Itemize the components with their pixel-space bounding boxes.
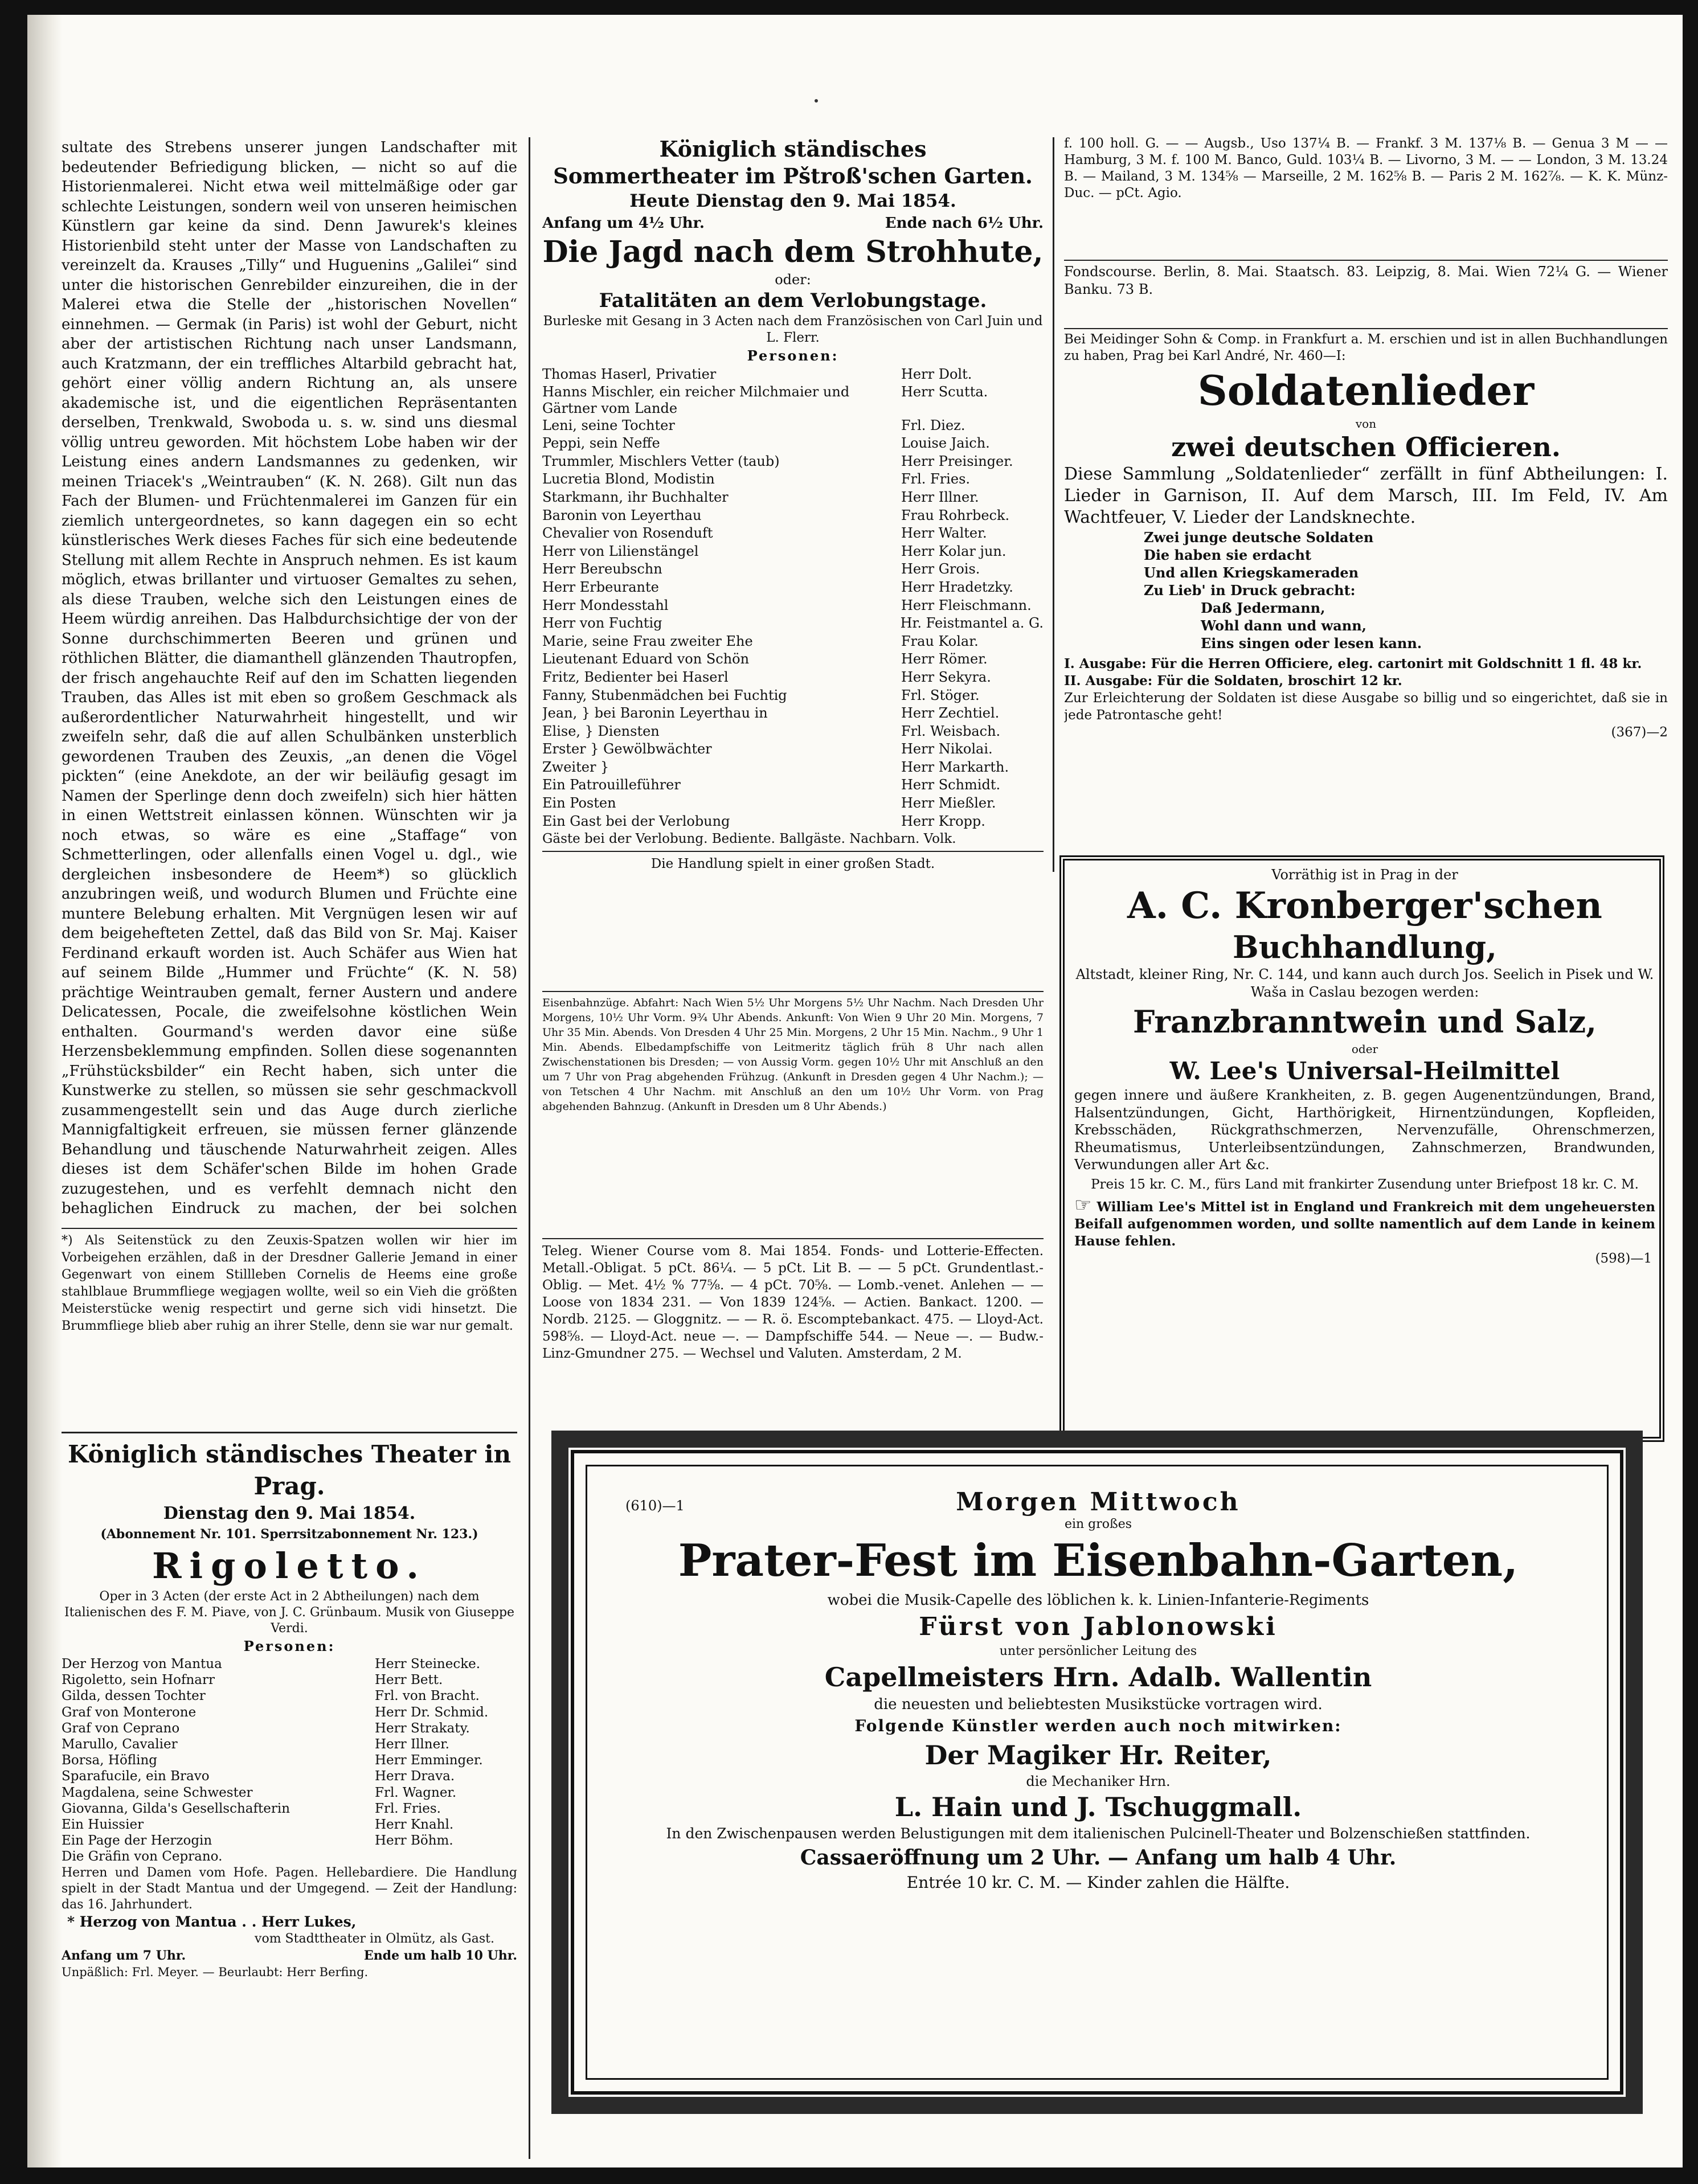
ad1-body: Diese Sammlung „Soldatenlieder“ zerfällt in fünf Abtheilungen: I. Lieder in Garnison, II. Auf dem Marsch, III. Im Feld, IV. Am Wachtfeuer, V. Lieder der Landsknechte. xyxy=(1064,464,1668,527)
opera-end-time: Ende um halb 10 Uhr. xyxy=(363,1948,517,1963)
cast-row: Marullo, Cavalier Herr Illner. xyxy=(62,1737,449,1752)
cast-row: Ein Huissier Herr Knahl. xyxy=(62,1817,454,1833)
prater-header xyxy=(625,1488,1571,1517)
cast-row: Die Gräfin von Ceprano. xyxy=(62,1849,223,1865)
ad2-note-text: William Lee's Mittel ist in England und Frankreich mit dem ungeheuersten Beifall aufgenommen worden, und sollte namentlich auf dem Lande in keinem Hause fehlen. xyxy=(1074,1199,1655,1249)
summer-theater-date: Heute Dienstag den 9. Mai 1854. xyxy=(629,191,956,211)
ad1-poem xyxy=(1064,528,1668,652)
cast-row: Fritz, Bedienter bei Haserl Herr Sekyra. xyxy=(542,669,991,685)
ad1-number: (367)—2 xyxy=(1611,725,1668,740)
summer-start-time: Anfang um 4½ Uhr. xyxy=(542,215,705,232)
cast-row: Sparafucile, ein Bravo Herr Drava. xyxy=(62,1769,455,1784)
prater-regiment: Fürst von Jablonowski xyxy=(919,1612,1278,1641)
ink-dot xyxy=(815,99,818,103)
cast-row: Ein Posten Herr Mießler. xyxy=(542,795,996,812)
ad2-title2: Buchhandlung, xyxy=(1233,929,1497,965)
vienna-courses xyxy=(542,1243,1044,1425)
opera-times xyxy=(62,1947,517,1964)
poem-line: Die haben sie erdacht xyxy=(1144,547,1312,563)
exchange-rates xyxy=(1064,136,1668,255)
cast-row: Chevalier von Rosenduft Herr Walter. xyxy=(542,525,987,542)
theater-date: Dienstag den 9. Mai 1854. xyxy=(163,1503,416,1523)
ad1-von: von xyxy=(1355,417,1377,431)
footnote-rule xyxy=(62,1228,517,1229)
foreign-courses xyxy=(1064,263,1668,326)
ad1-subtitle: zwei deutschen Officieren. xyxy=(1171,432,1561,462)
prater-line1: wobei die Musik-Capelle des löblichen k. k. Linien-Infanterie-Regiments xyxy=(827,1592,1369,1609)
ad1-footer: Zur Erleichterung der Soldaten ist diese Ausgabe so billig und so eingerichtet, daß sie in jede Patrontasche geht! xyxy=(1064,691,1668,723)
ad2-note xyxy=(1074,1193,1655,1250)
prater-line2: unter persönlicher Leitung des xyxy=(999,1644,1197,1658)
ad-prater-fest xyxy=(625,1488,1571,2057)
absence-line: Unpäßlich: Frl. Meyer. — Beurlaubt: Herr Berfing. xyxy=(62,1965,369,1979)
summer-theater-times xyxy=(542,213,1044,233)
cast-row: Graf von Monterone Herr Dr. Schmid. xyxy=(62,1704,489,1720)
prater-times: Cassaeröffnung um 2 Uhr. — Anfang um halb 4 Uhr. xyxy=(800,1846,1397,1870)
ad2-intro: Vorräthig ist in Prag in der xyxy=(1271,867,1458,883)
play-rule xyxy=(542,851,1044,852)
opera-cast-list xyxy=(62,1656,517,1865)
poem-line: Zu Lieb' in Druck gebracht: xyxy=(1144,582,1356,599)
ad2-oder: oder xyxy=(1351,1042,1378,1056)
opera-start-time: Anfang um 7 Uhr. xyxy=(62,1948,186,1963)
cast-row: Gilda, dessen Tochter Frl. von Bracht. xyxy=(62,1689,480,1704)
theater-abonnement: (Abonnement Nr. 101. Sperrsitzabonnement Nr. 123.) xyxy=(100,1527,478,1542)
play-oder: oder: xyxy=(775,272,811,288)
ad2-number: (598)—1 xyxy=(1595,1251,1652,1266)
ad2-title: A. C. Kronberger'schen xyxy=(1127,884,1602,927)
cast-row: Magdalena, seine Schwester Frl. Wagner. xyxy=(62,1785,457,1800)
play-guests-line: Gäste bei der Verlobung. Bediente. Ballgäste. Nachbarn. Volk. xyxy=(542,831,956,847)
prater-line5: In den Zwischenpausen werden Belustigungen mit dem italienischen Pulcinell-Theater und Bolzenschießen stattfinden. xyxy=(666,1825,1531,1842)
prater-heading: Morgen Mittwoch xyxy=(956,1488,1241,1517)
personen-heading: Personen: xyxy=(747,347,839,364)
cast-row: Zweiter } Herr Markarth. xyxy=(542,759,1009,775)
ad2-product2: W. Lee's Universal-Heilmittel xyxy=(1169,1057,1560,1085)
play-subtitle: Fatalitäten an dem Verlobungstage. xyxy=(599,289,987,312)
cast-row: Herr Erbeurante Herr Hradetzky. xyxy=(542,579,1013,595)
foreign-courses-text: Fondscourse. Berlin, 8. Mai. Staatsch. 83. Leipzig, 8. Mai. Wien 72¼ G. — Wiener Banku. 73 B. xyxy=(1064,264,1668,297)
play-action-line: Die Handlung spielt in einer großen Stadt. xyxy=(650,857,935,872)
footnote-text: *) Als Seitenstück zu den Zeuxis-Spatzen wollen wir hier im Vorbeigehen erzählen, daß in der Dresdner Gallerie Jemand in einer Gegenwart von einem Stillleben Cornelis de Heems eine große stahlblaue Brummfliege wegjagen wollte, weil so ein Vieh die größten Meisterstücke wenig respectirt und gerne sich vidi hinsetzt. Die Brummfliege blieb aber ruhig an ihrer Stelle, denn sie war nur gemalt. xyxy=(62,1234,517,1333)
cast-row: Herr von Fuchtig Hr. Feistmantel a. G. xyxy=(542,615,1044,632)
cast-row: Jean, } bei Baronin Leyerthau in Herr Zechtiel. xyxy=(542,705,1000,722)
opera-notes: Herren und Damen vom Hofe. Pagen. Hellebardiere. Die Handlung spielt in der Stadt Mantua und der Umgegend. — Zeit der Handlung: das 16. Jahrhundert. xyxy=(62,1865,517,1912)
pointing-hand-icon: ☞ xyxy=(1074,1193,1092,1216)
cast-row: Graf von Ceprano Herr Strakaty. xyxy=(62,1720,470,1736)
ad1-edition1: I. Ausgabe: Für die Herren Officiere, eleg. cartonirt mit Goldschnitt 1 fl. 48 kr. xyxy=(1064,656,1642,671)
article-text: sultate des Strebens unserer jungen Landschafter mit bedeutender Befriedigung blicken, — nicht so auf die Historienmalerei. Nicht etwa weil mittelmäßige oder gar schlechte Leistungen, sondern weil von unseren heimischen Künstlern gar keine da sind. Denn Jawurek's kleines Historienbild steht unter der Masse von Landschaften zu vereinzelt da. Krauses „Tilly“ und Huguenins „Galilei“ sind unter die historischen Genrebilder einzureihen, die in der Malerei etwa die Stelle der „historischen Novellen“ einnehmen. — Germak (in Paris) ist wohl der Geburt, nicht aber der artistischen Richtung nach unser Landsmann, auch Kratzmann, der ein treffliches Altarbild gebracht hat, gehört einer völlig andern Richtung an, als unsere akademische ist, und die eigentlichen Repräsentanten derselben, Trenkwald, Swoboda u. s. w. sind uns diesmal völlig untreu geworden. Mit höchstem Lobe haben wir der Leistung eines andern Landsmannes zu gedenken, wir meinen Triacek's „Weintrauben“ (K. N. 268). Gilt nun das Fach der Blumen- und Früchtenmalerei im Ganzen für ein ziemlich untergeordnetes, so kann dagegen ein so echt künstlerisches Werk dieses Faches für sich eine bedeutende Stellung mit allem Rechte in Anspruch nehmen. Es ist kaum möglich, etwas brillanter und virtuoser Gemaltes zu sehen, als diese Trauben, welche sich den Leistungen eines de Heem würdig anreihen. Das Halbdurchsichtige der von der Sonne durchschimmerten Beeren und grünen und röthlichen Blätter, die diamanthell glänzenden Thautropfen, der frisch angehauchte Reif auf den im Schatten liegenden Trauben, das Alles ist mit eben so großem Geschmack als außerordentlicher Naturwahrheit hingestellt, und wir zweifeln sehr, daß die auf allen Schulbänken unsterblich gewordenen Trauben des Zeuxis, „an denen die Vögel pickten“ (eine Anekdote, an der wir beiläufig gesagt im Namen der Sperlinge denn doch zweifeln) sich hier hätten in einen Wettstreit einlassen können. Wünschten wir ja noch etwas, so wäre es eine „Staffage“ von Schmetterlingen, oder allenfalls einen Vogel u. dgl., wie dergleichen insbesondere de Heem*) so glücklich anzubringen weiß, und wodurch Blumen und Früchte eine muntere Belebung erhalten. Mit Vergnügen lesen wir auf dem beigehefteten Zettel, daß das Bild von Sr. Maj. Kaiser Ferdinand erkauft worden ist. Auch Schäfer aus Wien hat auf seinem Bilde „Hummer und Früchte“ (K. N. 58) prächtige Weintrauben gemalt, ferner Austern und andere Delicatessen, Pocale, die zweifelsohne köstlichen Wein enthalten. Gourmand's werden davor eine süße Herzensbeklemmung empfinden. Sollen diese sogenannten „Frühstücksbilder“ ein Recht haben, sich unter die Kunstwerke zu stellen, so müssen sie sehr geschmackvoll zusammengestellt sein und das Auge durch zierliche Mannigfaltigkeit erfreuen, sie müssen ferner glänzende Behandlung und täuschende Naturwahrheit zeigen. Alles dieses ist dem Schäfer'schen Bilde im hohen Grade zuzugestehen, und es verfehlt demnach nicht den behaglichen Eindruck zu machen, der bei solchen xyxy=(62,139,517,1217)
prater-conductor: Capellmeisters Hrn. Adalb. Wallentin xyxy=(824,1662,1372,1693)
cast-row: Rigoletto, sein Hofnarr Herr Bett. xyxy=(62,1673,443,1688)
poem-line: Wohl dann und wann, xyxy=(1201,617,1367,634)
cast-row: Herr Bereubschn Herr Grois. xyxy=(542,561,980,577)
cast-row: Marie, seine Frau zweiter Ehe Frau Kolar. xyxy=(542,633,979,649)
cast-row: Fanny, Stubenmädchen bei Fuchtig Frl. Stöger. xyxy=(542,687,980,703)
play-cast-list xyxy=(542,366,1044,830)
footnote xyxy=(62,1232,517,1426)
personen-heading: Personen: xyxy=(243,1638,335,1654)
exchange-text: f. 100 holl. G. — — Augsb., Uso 137¼ B. — Frankf. 3 M. 137⅛ B. — Genua 3 M — — Hamburg, 3 M. f. 100 M. Banco, Guld. 103¼ B. — Livorno, 3 M. — — London, 3 M. 13.24 B. — Mailand, 3 M. 134⅝ — Marseille, 2 M. 162⅝ B. — Paris 2 M. 162⅞. — K. K. Münz-Duc. — pCt. Agio. xyxy=(1064,136,1668,200)
railway-schedule xyxy=(542,995,1044,1235)
ad1-rule xyxy=(1064,328,1668,329)
cast-row: Erster } Gewölbwächter Herr Nikolai. xyxy=(542,741,993,757)
summer-theater-playbill xyxy=(542,136,1044,990)
poem-line: Daß Jedermann, xyxy=(1201,600,1325,616)
rail-rule xyxy=(542,991,1044,992)
cast-row: Leni, seine Tochter Frl. Diez. xyxy=(542,417,965,433)
play-title: Die Jagd nach dem Strohhute, xyxy=(542,235,1044,269)
cast-row: Starkmann, ihr Buchhalter Herr Illner. xyxy=(542,489,979,505)
page-fold-shadow xyxy=(27,15,63,2167)
cast-row: Lucretia Blond, Modistin Frl. Fries. xyxy=(542,471,971,487)
cast-row: Borsa, Höfling Herr Emminger. xyxy=(62,1753,483,1768)
cast-row: Trummler, Mischlers Vetter (taub) Herr Preisinger. xyxy=(542,453,1013,469)
opera-description: Oper in 3 Acten (der erste Act in 2 Abtheilungen) nach dem Italienischen des F. M. Piave, von J. C. Grünbaum. Musik von Giuseppe Verdi. xyxy=(64,1589,515,1636)
ad-kronberger xyxy=(1074,866,1655,1435)
prater-title: Prater-Fest im Eisenbahn-Garten, xyxy=(678,1535,1519,1587)
ad1-edition2: II. Ausgabe: Für die Soldaten, broschirt 12 kr. xyxy=(1064,673,1402,689)
ad-soldatenlieder xyxy=(1064,331,1668,850)
play-description: Burleske mit Gesang in 3 Acten nach dem Französischen von Carl Juin und L. Flerr. xyxy=(543,314,1043,345)
summer-theater-title1: Königlich ständisches xyxy=(659,136,927,162)
theater-title: Königlich ständisches Theater in Prag. xyxy=(67,1440,512,1500)
summer-theater-title2: Sommertheater im Pštroß'schen Garten. xyxy=(553,163,1033,189)
fonds-rule xyxy=(1064,260,1668,261)
courses-rule xyxy=(542,1238,1044,1239)
poem-line: Eins singen oder lesen kann. xyxy=(1201,635,1422,651)
cast-row: Baronin von Leyerthau Frau Rohrbeck. xyxy=(542,507,1010,523)
cast-row: Giovanna, Gilda's Gesellschafterin Frl. Fries. xyxy=(62,1801,441,1816)
summer-end-time: Ende nach 6½ Uhr. xyxy=(885,215,1044,232)
prater-ad-number: (610)—1 xyxy=(625,1498,685,1514)
ad2-body: gegen innere und äußere Krankheiten, z. B. gegen Augenentzündungen, Brand, Halsentzündungen, Gicht, Harthörigkeit, Hirnentzündungen, Kopfleiden, Krebsschäden, Rückgrathschmerzen, Nervenzufälle, Ohrenschmerzen, Rheumatismus, Unterleibsentzündungen, Zahnschmerzen, Brandwunden, Verwundungen aller Art &c. xyxy=(1074,1087,1655,1173)
cast-row: Hanns Mischler, ein reicher Milchmaier und Gärtner vom Lande Herr Scutta. xyxy=(542,383,988,416)
cast-row: Ein Gast bei der Verlobung Herr Kropp. xyxy=(542,813,985,829)
cast-row: Herr von Lilienstängel Herr Kolar jun. xyxy=(542,543,1006,559)
newspaper-page xyxy=(27,15,1683,2167)
cast-row: Ein Page der Herzogin Herr Böhm. xyxy=(62,1833,453,1849)
guest-origin: vom Stadttheater in Olmütz, als Gast. xyxy=(255,1931,494,1946)
section-rule xyxy=(62,1432,517,1433)
courses-text: Teleg. Wiener Course vom 8. Mai 1854. Fonds- und Lotterie-Effecten. Metall.-Obligat. 5 pCt. 86¼. — 5 pCt. Lit B. — — 5 pCt. Grundentlast.-Oblig. — Met. 4½ % 77⅝. — 4 pCt. 70⅝. — Lomb.-venet. Anlehen — — Loose von 1834 231. — Von 1839 124⅝. — Actien. Bankact. 1200. — Nordb. 2125. — Gloggnitz. — — R. ö. Escomptebankact. 475. — Lloyd-Act. 598⅝. — Lloyd-Act. neue —. — Dampfschiffe 544. — Neue —. — Budw.-Linz-Gmundner 275. — Wechsel und Valuten. Amsterdam, 2 M. xyxy=(542,1244,1044,1361)
prater-mechanics: die Mechaniker Hrn. xyxy=(1026,1773,1171,1789)
cast-row: Lieutenant Eduard von Schön Herr Römer. xyxy=(542,651,988,667)
railway-text: Eisenbahnzüge. Abfahrt: Nach Wien 5½ Uhr Morgens 5½ Uhr Nachm. Nach Dresden Uhr Morgens, 10½ Uhr Vorm. 9¾ Uhr Abends. Ankunft: Von Wien 9 Uhr 20 Min. Morgens, 7 Uhr 35 Min. Abends. Von Dresden 4 Uhr 25 Min. Morgens, 2 Uhr 15 Min. Nachm., 9 Uhr 1 Min. Abends. Elbedampfschiffe von Leitmeritz täglich früh 8 Uhr nach allen Zwischenstationen bis Dresden; — von Aussig Vorm. gegen 10½ Uhr mit Anschluß an den um 7 Uhr von Prag abgehenden Frühzug. (Ankunft in Dresden gegen 4 Uhr Nachm.); — von Tetschen 4 Uhr Nachm. mit Anschluß an den um 10½ Uhr Vorm. von Prag abgehenden Bahnzug. (Ankunft in Dresden um 8 Uhr Abends.) xyxy=(542,997,1044,1113)
guest-line: * Herzog von Mantua . . Herr Lukes, xyxy=(67,1913,357,1930)
column-rule-1 xyxy=(529,137,530,2159)
prater-line3: die neuesten und beliebtesten Musikstücke vortragen wird. xyxy=(874,1696,1323,1713)
prater-entry: Entrée 10 kr. C. M. — Kinder zahlen die Hälfte. xyxy=(906,1873,1290,1892)
opera-title: Rigoletto. xyxy=(152,1545,427,1587)
theater-playbill-rigoletto xyxy=(62,1439,517,2162)
poem-line: Zwei junge deutsche Soldaten xyxy=(1144,529,1374,546)
prater-line4: Folgende Künstler werden auch noch mitwirken: xyxy=(854,1716,1342,1735)
prater-magician: Der Magiker Hr. Reiter, xyxy=(924,1740,1272,1771)
cast-row: Peppi, sein Neffe Louise Jaich. xyxy=(542,435,990,452)
cast-row: Elise, } Diensten Frl. Weisbach. xyxy=(542,723,1001,739)
ad1-intro: Bei Meidinger Sohn & Comp. in Frankfurt a. M. erschien und ist in allen Buchhandlungen zu haben, Prag bei Karl André, Nr. 460—I: xyxy=(1064,332,1668,363)
column-rule-2 xyxy=(1053,137,1054,872)
cast-row: Herr Mondesstahl Herr Fleischmann. xyxy=(542,597,1032,613)
ad2-address: Altstadt, kleiner Ring, Nr. C. 144, und kann auch durch Jos. Seelich in Pisek und W. Waša in Caslau bezogen werden: xyxy=(1075,966,1654,1000)
ad2-product: Franzbranntwein und Salz, xyxy=(1133,1003,1597,1040)
ad2-price: Preis 15 kr. C. M., fürs Land mit frankirter Zusendung unter Briefpost 18 kr. C. M. xyxy=(1091,1177,1639,1192)
poem-line: Und allen Kriegskameraden xyxy=(1144,564,1359,581)
cast-row: Thomas Haserl, Privatier Herr Dolt. xyxy=(542,366,972,382)
cast-row: Ein Patrouilleführer Herr Schmidt. xyxy=(542,777,1001,793)
ad1-title: Soldatenlieder xyxy=(1197,366,1535,415)
art-review-article xyxy=(62,138,517,1220)
prater-mechanic-names: L. Hain und J. Tschuggmall. xyxy=(894,1792,1302,1822)
cast-row: Der Herzog von Mantua Herr Steinecke. xyxy=(62,1657,481,1671)
prater-ein-grosses: ein großes xyxy=(1064,1517,1132,1531)
